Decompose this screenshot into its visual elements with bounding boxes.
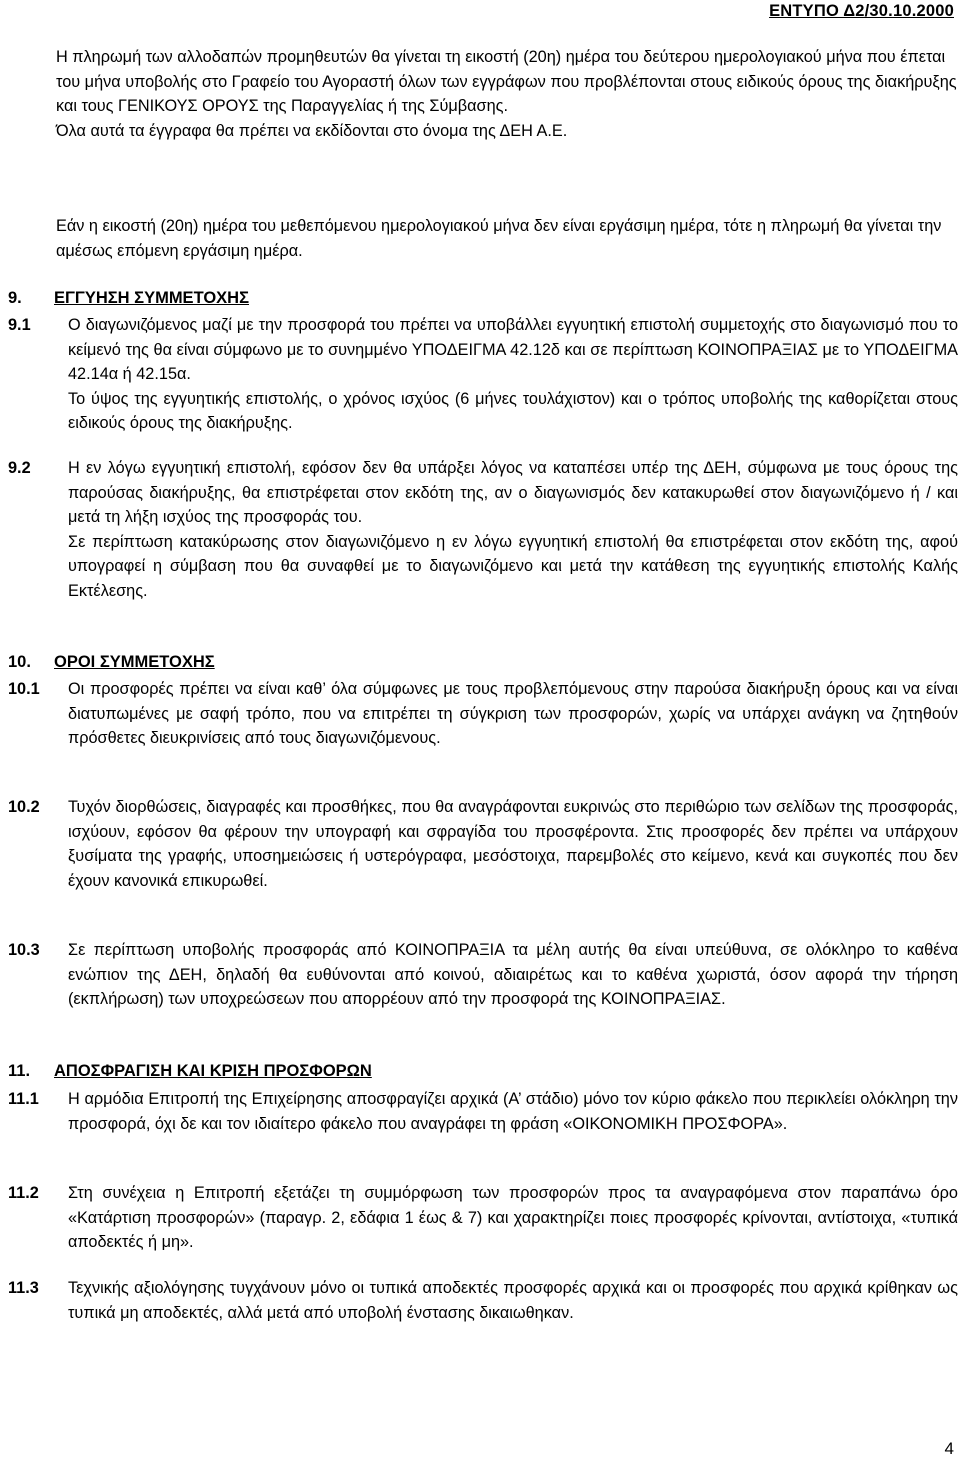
clause-body bbox=[68, 456, 958, 603]
clause-10-2 bbox=[8, 795, 958, 893]
clause-number: 10.3 bbox=[8, 941, 40, 959]
clause-number: 10.2 bbox=[8, 798, 40, 816]
clause-body: Σε περίπτωση υποβολής προσφοράς από ΚΟΙΝΟΠΡΑΞΙΑ τα μέλη αυτής θα είναι υπεύθυνα, σε ολόκληρο το καθένα ενώπιον της ΔΕΗ, δηλαδή θα ευθύνονται από κοινού, αδιαιρέτως και το καθένα χωριστά, όσον αφορά την τήρηση (εκπλήρωση) των υποχρεώσεων που απορρέουν από την προσφορά της ΚΟΙΝΟΠΡΑΞΙΑΣ. bbox=[68, 941, 958, 1008]
clause-number: 11.3 bbox=[8, 1279, 39, 1297]
clause-11-2 bbox=[8, 1181, 958, 1255]
clause-10-3 bbox=[8, 938, 958, 1012]
clause-body: Στη συνέχεια η Επιτροπή εξετάζει τη συμμόρφωση των προσφορών προς τα αναγραφόμενα στον παραπάνω όρο «Κατάρτιση προσφορών» (παραγρ. 2, εδάφια 1 έως & 7) και χαρακτηρίζει ποιες προσφορές κρίνονται, αντίστοιχα, «τυπικά αποδεκτές ή μη». bbox=[68, 1184, 958, 1251]
clause-9-2 bbox=[8, 456, 958, 603]
section-title: ΑΠΟΣΦΡΑΓΙΣΗ ΚΑΙ ΚΡΙΣΗ ΠΡΟΣΦΟΡΩΝ bbox=[54, 1062, 372, 1080]
section-title: ΕΓΓΥΗΣΗ ΣΥΜΜΕΤΟΧΗΣ bbox=[54, 289, 250, 307]
intro-paragraph-workday: Εάν η εικοστή (20η) ημέρα του μεθεπόμενου ημερολογιακού μήνα δεν είναι εργάσιμη ημέρα, τότε η πληρωμή θα γίνεται την αμέσως επόμενη εργάσιμη ημέρα. bbox=[56, 217, 942, 260]
clause-body: Η αρμόδια Επιτροπή της Επιχείρησης αποσφραγίζει αρχικά (Α’ στάδιο) μόνο τον κύριο φάκελο που περικλείει ολόκληρη την προσφορά, όχι δε και τον ιδιαίτερο φάκελο που αναγράφει τη φράση «ΟΙΚΟΝΟΜΙΚΗ ΠΡΟΣΦΟΡΑ». bbox=[68, 1090, 958, 1133]
clause-number: 9.2 bbox=[8, 459, 31, 477]
section-heading-9 bbox=[8, 289, 249, 308]
clause-11-3 bbox=[8, 1276, 958, 1325]
clause-number: 11.1 bbox=[8, 1090, 39, 1108]
clause-10-1 bbox=[8, 677, 958, 751]
section-number: 10. bbox=[8, 653, 31, 671]
clause-number: 9.1 bbox=[8, 316, 31, 334]
clause-body: Οι προσφορές πρέπει να είναι καθ’ όλα σύμφωνες με τους προβλεπόμενους στην παρούσα διακήρυξη όρους και να είναι διατυπωμένες με σαφή τρόπο, που να επιτρέπει τη σύγκριση των προσφορών, χωρίς να υπάρχει ανάγκη να ζητηθούν πρόσθετες διευκρινίσεις από τους διαγωνιζόμενους. bbox=[68, 680, 958, 747]
section-number: 9. bbox=[8, 289, 22, 307]
form-code-header: ΕΝΤΥΠΟ Δ2/30.10.2000 bbox=[769, 2, 954, 20]
intro-paragraph-payment: Η πληρωμή των αλλοδαπών προμηθευτών θα γίνεται τη εικοστή (20η) ημέρα του δεύτερου ημερολογιακού μήνα που έπεται του μήνα υποβολής στο Γραφείο του Αγοραστή όλων των εγγράφων που προβλέπονται στους ειδικούς όρους της διακήρυξης και τους ΓΕΝΙΚΟΥΣ ΟΡΟΥΣ της Παραγγελίας ή της Σύμβασης. bbox=[56, 48, 957, 115]
clause-11-1 bbox=[8, 1087, 958, 1136]
clause-paragraph: Ο διαγωνιζόμενος μαζί με την προσφορά του πρέπει να υποβάλλει εγγυητική επιστολή συμμετοχής στο διαγωνισμό που το κείμενό της θα είναι σύμφωνο με το συνημμένο ΥΠΟΔΕΙΓΜΑ 42.12δ και σε περίπτωση ΚΟΙΝΟΠΡΑΞΙΑΣ με το ΥΠΟΔΕΙΓΜΑ 42.14α ή 42.15α. bbox=[68, 316, 958, 383]
clause-9-1 bbox=[8, 313, 958, 436]
clause-number: 11.2 bbox=[8, 1184, 39, 1202]
clause-paragraph: Το ύψος της εγγυητικής επιστολής, ο χρόνος ισχύος (6 μήνες τουλάχιστον) και ο τρόπος υποβολής της καθορίζεται στους ειδικούς όρους της διακήρυξης. bbox=[68, 389, 958, 432]
page-number: 4 bbox=[944, 1439, 954, 1458]
clause-body: Τυχόν διορθώσεις, διαγραφές και προσθήκες, που θα αναγράφονται ευκρινώς στο περιθώριο των σελίδων της προσφοράς, ισχύουν, εφόσον θα φέρουν την υπογραφή και σφραγίδα του προσφέροντα. Στις προσφορές δεν πρέπει να υπάρχουν ξυσίματα της γραφής, υποσημειώσεις ή υστερόγραφα, μεσόστοιχα, παρεμβολές στο κείμενο, κενά και συγκοπές που δεν έχουν κανονικά επικυρωθεί. bbox=[68, 798, 958, 890]
clause-body: Τεχνικής αξιολόγησης τυγχάνουν μόνο οι τυπικά αποδεκτές προσφορές αρχικά και οι προσφορές που αρχικά κρίθηκαν ως τυπικά μη αποδεκτές, αλλά μετά από υποβολή ένστασης δικαιωθηκαν. bbox=[68, 1279, 958, 1322]
section-heading-10 bbox=[8, 653, 215, 672]
intro-block bbox=[56, 45, 960, 143]
section-title: ΟΡΟΙ ΣΥΜΜΕΤΟΧΗΣ bbox=[54, 653, 215, 671]
section-number: 11. bbox=[8, 1062, 31, 1080]
section-heading-11 bbox=[8, 1062, 372, 1081]
clause-paragraph: Σε περίπτωση κατακύρωσης στον διαγωνιζόμενο η εν λόγω εγγυητική επιστολή θα επιστρέφεται στον εκδότη της, αφού υπογραφεί η σύμβαση που θα συναφθεί με το διαγωνιζόμενο και μετά την κατάθεση της εγγυητικής επιστολής Καλής Εκτέλεσης. bbox=[68, 532, 958, 600]
clause-body bbox=[68, 313, 958, 436]
clause-number: 10.1 bbox=[8, 680, 40, 698]
intro-paragraph-documents: Όλα αυτά τα έγγραφα θα πρέπει να εκδίδονται στο όνομα της ΔΕΗ Α.Ε. bbox=[56, 121, 568, 140]
clause-paragraph: Η εν λόγω εγγυητική επιστολή, εφόσον δεν θα υπάρξει λόγος να καταπέσει υπέρ της ΔΕΗ, σύμφωνα με τους όρους της παρούσας διακήρυξης, θα επιστρέφεται στον εκδότη της, αν ο διαγωνισμός δεν κατακυρωθεί στον διαγωνιζόμενο ή / και μετά τη λήξη ισχύος της προσφοράς του. bbox=[68, 459, 958, 526]
